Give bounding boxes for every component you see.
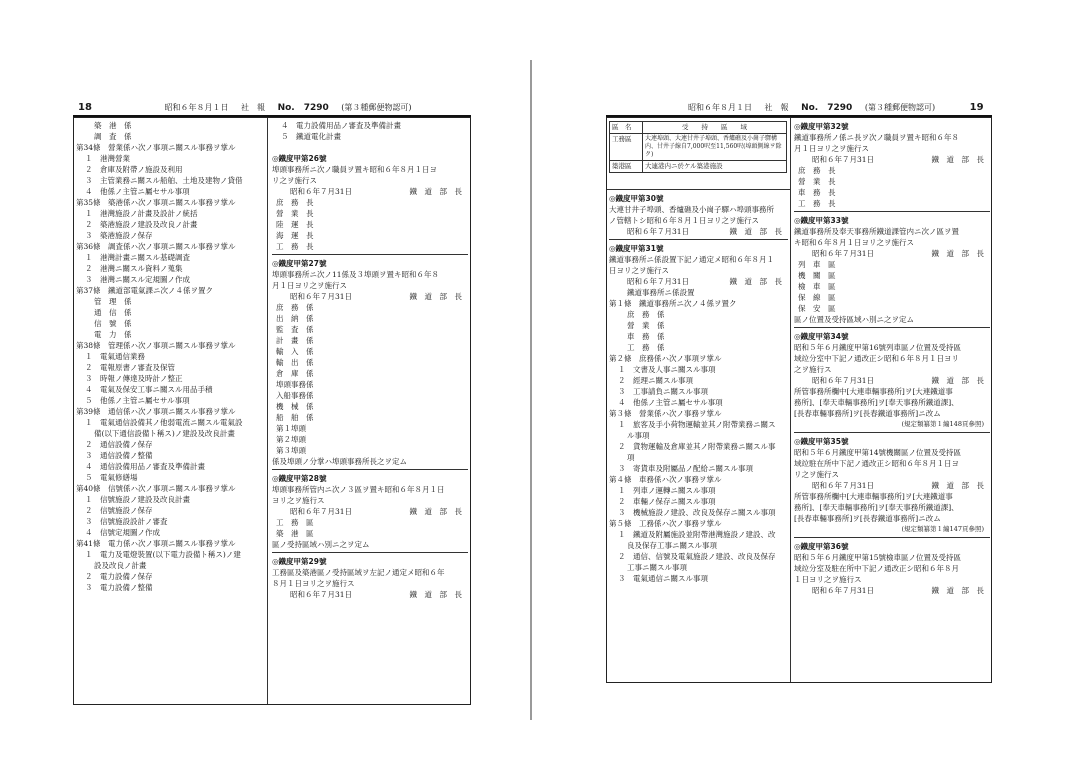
text-line: 輸 出 係 <box>276 358 314 367</box>
signature-line <box>272 589 468 600</box>
text-line: 區ノ受持區域ハ別ニ之ヲ定ム <box>272 540 370 549</box>
text-line: 通 信 係 <box>94 308 132 317</box>
text-line: ８月１日ヨリ之ヲ施行ス <box>272 579 355 588</box>
text-line: 昭和５年６月鐵度甲第14號機關區ノ位置及受持區 <box>794 448 962 457</box>
text-line: ３ 築港施設ノ保存 <box>85 231 153 240</box>
text-line: 調 査 係 <box>94 132 132 141</box>
signature-date: 昭和６年７月31日 <box>290 292 353 301</box>
text-line: ３ 電氣通信ニ關スル事項 <box>618 574 708 583</box>
signature-line <box>794 375 990 386</box>
left-page-column-1 <box>76 120 265 703</box>
signature-line <box>272 186 468 197</box>
text-line: 第34條 營業係ハ次ノ事項ニ關スル事務ヲ掌ル <box>76 143 236 152</box>
notice-heading: ◎ 鐵度甲第27號 <box>272 258 468 269</box>
text-line: 營 業 長 <box>276 209 314 218</box>
area-table-cell: 工務區 <box>610 134 643 161</box>
right-column-separator <box>790 118 791 682</box>
text-line: 月１日ヨリ之ヲ施行ス <box>272 281 347 290</box>
text-line: ヨリ之ヲ施行ス <box>272 496 325 505</box>
text-line: ２ 電力設備ノ保存 <box>85 572 153 581</box>
text-line: 埠頭事務所管内ニ次ノ３區ヲ置キ昭和６年８月１日 <box>272 485 445 494</box>
right-page-column-1 <box>609 193 788 681</box>
text-line: 埠頭事務係 <box>276 380 314 389</box>
text-line: １ 電氣通信業務 <box>85 352 145 361</box>
text-line: 築 港 係 <box>94 121 132 130</box>
text-line: 月１日ヨリ之ヲ施行ス <box>794 144 869 153</box>
text-line: １ 文書及人事ニ關スル事項 <box>618 365 716 374</box>
text-line: 第１條 鐵道事務所ニ次ノ４係ヲ置ク <box>609 299 737 308</box>
text-line: 鐵道事務所及奉天事務所鐵道課管内ニ次ノ區ヲ置 <box>794 227 959 236</box>
text-line: ２ 通信、信號及電氣施設ノ建設、改良及保存 <box>618 552 776 561</box>
text-line: ３ 電力設備ノ整備 <box>85 583 153 592</box>
area-table <box>609 121 787 173</box>
text-line: １ 港灣計畫ニ關スル基礎調査 <box>85 253 190 262</box>
text-line: 第35條 築港係ハ次ノ事項ニ關スル事務ヲ掌ル <box>76 198 236 207</box>
text-line: 係及埠頭ノ分掌ハ埠頭事務所長之ヲ定ム <box>272 457 407 466</box>
text-line: ５ 電氣修繕場 <box>85 473 138 482</box>
notice-heading: ◎ 鐵度甲第29號 <box>272 556 468 567</box>
text-line: ３ 機械施設ノ建設、改良及保存ニ關スル事項 <box>618 508 776 517</box>
signature-date: 昭和６年７月31日 <box>290 187 353 196</box>
section-separator <box>794 327 990 328</box>
text-line: 埠頭事務所ニ次ノ11係及３埠頭ヲ置キ昭和６年８ <box>272 270 440 279</box>
text-line: 海 運 長 <box>276 231 314 240</box>
signature-line <box>794 480 990 491</box>
text-line: 第36條 調査係ハ次ノ事項ニ關スル事務ヲ掌ル <box>76 242 236 251</box>
text-line: ３ 港灣ニ關スル定規圖ノ作成 <box>85 275 190 284</box>
signature-date: 昭和６年７月31日 <box>290 507 353 516</box>
text-line: 輸 入 係 <box>276 347 314 356</box>
text-line: 保 線 區 <box>798 293 836 302</box>
text-line: リ之ヲ施行ス <box>794 470 839 479</box>
text-line: 昭和５年６月鐵度甲第16號列車區ノ位置及受持區 <box>794 343 962 352</box>
text-line: 第３條 營業係ハ次ノ事務ヲ掌ル <box>609 409 722 418</box>
text-line: 工 務 長 <box>276 242 314 251</box>
signature-line <box>272 506 468 517</box>
signature-line <box>272 291 468 302</box>
right-page-number: 19 <box>969 102 984 113</box>
signature-issuer: 鐵 道 部 長 <box>931 155 984 164</box>
text-line: 計 畫 係 <box>276 336 314 345</box>
page-gutter <box>530 60 532 720</box>
text-line: 第４條 車務係ハ次ノ事務ヲ掌ル <box>609 475 722 484</box>
text-line: 營 業 長 <box>798 177 836 186</box>
area-table-cell: 築港區 <box>610 161 643 173</box>
text-line: ３ 寄貨車及附屬品ノ配給ニ關スル事項 <box>618 464 753 473</box>
notice-heading: ◎ 鐵度甲第36號 <box>794 541 990 552</box>
text-line: ５ 鐵道電化計畫 <box>281 132 341 141</box>
section-separator <box>609 239 788 240</box>
signature-line <box>794 154 990 165</box>
right-page-header <box>688 101 990 115</box>
text-line: 工 務 長 <box>798 199 836 208</box>
notice-heading: ◎ 鐵度甲第26號 <box>272 153 468 164</box>
text-line: 第39條 通信係ハ次ノ事項ニ關スル事務ヲ掌ル <box>76 407 236 416</box>
text-line: ２ 電報原書ノ審査及保管 <box>85 363 175 372</box>
text-line: 列 車 區 <box>798 260 836 269</box>
text-line: リ之ヲ施行ス <box>272 176 317 185</box>
text-line: 車 務 係 <box>627 332 665 341</box>
left-page-number: 18 <box>78 102 92 113</box>
text-line: 第１埠頭 <box>276 424 306 433</box>
text-line: 倉 庫 係 <box>276 369 314 378</box>
text-line: ３ 工事請負ニ關スル事項 <box>618 387 708 396</box>
text-line: ル事項 <box>627 431 650 440</box>
text-line: 第２埠頭 <box>276 435 306 444</box>
signature-issuer: 鐵 道 部 長 <box>931 481 984 490</box>
text-line: 大連甘井子埠頭、香爐礁及小崗子驛ハ埠頭事務所 <box>609 205 774 214</box>
text-line: [長春車輛事務所]ヲ[長春鐵道事務所]ニ改ム <box>794 514 941 523</box>
text-line: ４ 電力設備用品ノ審査及準備計畫 <box>281 121 401 130</box>
text-line: ノ管轄トシ昭和６年８月１日ヨリ之ヲ施行ス <box>609 216 759 225</box>
notice-heading: ◎ 鐵度甲第30號 <box>609 193 788 204</box>
text-line: 所管事務所欄中[大連車輛事務所]ヲ[大連鐵道事 <box>794 387 953 396</box>
text-line: 第40條 信號係ハ次ノ事項ニ關スル事務ヲ掌ル <box>76 484 236 493</box>
area-table-cell: 大連港内ニ於ケル築港施設 <box>643 161 787 173</box>
text-line: ２ 通信設備ノ保存 <box>85 440 153 449</box>
blank-line <box>272 142 468 153</box>
signature-line <box>794 248 990 259</box>
text-line: 機 械 係 <box>276 402 314 411</box>
text-line: １ 列車ノ運轉ニ關スル事項 <box>618 486 716 495</box>
text-line: 工 務 區 <box>276 518 314 527</box>
text-line: ２ 車輛ノ保存ニ關スル事項 <box>618 497 716 506</box>
reference-note: (規定類纂第１編147頁參照) <box>901 525 984 533</box>
signature-line <box>609 226 788 237</box>
signature-issuer: 鐵 道 部 長 <box>931 249 984 258</box>
left-page-header <box>78 101 450 115</box>
text-line: １ 港灣營業 <box>85 154 130 163</box>
text-line: 所管事務所欄中[大連車輛事務所]ヲ[大連鐵道事 <box>794 492 953 501</box>
text-line: ３ 主管業務ニ關スル船舶、土地及建物ノ貸借 <box>85 176 243 185</box>
signature-issuer: 鐵 道 部 長 <box>409 507 462 516</box>
text-line: ４ 信號定規圖ノ作成 <box>85 528 160 537</box>
text-line: ４ 通信設備用品ノ審査及準備計畫 <box>85 462 205 471</box>
text-line: 電 力 係 <box>94 330 132 339</box>
text-line: 鐵道事務所ノ係ニ長ヲ次ノ職員ヲ置キ昭和６年８ <box>794 133 959 142</box>
area-table-row <box>610 161 787 173</box>
text-line: 日ヨリ之ヲ施行ス <box>609 266 669 275</box>
notice-heading: ◎ 鐵度甲第33號 <box>794 215 990 226</box>
table-separator <box>607 189 790 190</box>
text-line: 營 業 係 <box>627 321 665 330</box>
signature-line <box>609 276 788 287</box>
text-line: 第38條 管理係ハ次ノ事項ニ關スル事務ヲ掌ル <box>76 341 236 350</box>
text-line: １ 電氣通信設備其ノ他弱電流ニ關スル電氣設 <box>85 418 243 427</box>
text-line: 機 關 區 <box>798 271 836 280</box>
text-line: 鐵道事務所ニ係設置 <box>627 288 695 297</box>
left-page-column-2 <box>272 120 468 703</box>
text-line: 鐵道事務所ニ係設置下記ノ通定メ昭和６年８月１ <box>609 255 774 264</box>
text-line: ２ 築港施設ノ建設及改良ノ計畫 <box>85 220 198 229</box>
text-line: 入船事務係 <box>276 391 314 400</box>
text-line: 工 務 係 <box>627 343 665 352</box>
signature-date: 昭和６年７月31日 <box>812 481 875 490</box>
text-line: 域竝分室及駐在所中下記ノ通改正シ昭和６年８月 <box>794 564 959 573</box>
text-line: ３ 時報ノ傳達及時計ノ整正 <box>85 374 183 383</box>
text-line: [長春車輛事務所]ヲ[長春鐵道事務所]ニ改ム <box>794 409 941 418</box>
text-line: 工事ニ關スル事項 <box>627 563 687 572</box>
section-separator <box>794 211 990 212</box>
left-header-issue: No. 7290 <box>277 103 329 113</box>
signature-issuer: 鐵 道 部 長 <box>409 292 462 301</box>
text-line: 工務區及築港區ノ受持區域ヲ左記ノ通定メ昭和６年 <box>272 568 445 577</box>
section-separator <box>794 537 990 538</box>
text-line: 庶 務 長 <box>798 166 836 175</box>
notice-heading: ◎ 鐵度甲第34號 <box>794 331 990 342</box>
notice-heading: ◎ 鐵度甲第35號 <box>794 436 990 447</box>
text-line: ３ 通信設備ノ整備 <box>85 451 153 460</box>
area-table-header-row <box>610 122 787 134</box>
signature-date: 昭和６年７月31日 <box>627 277 690 286</box>
text-line: 區ノ位置及受持區域ハ別ニ之ヲ定ム <box>794 315 914 324</box>
text-line: １ 電力及電燈裝置(以下電力設備ト稱ス)ノ建 <box>85 550 241 559</box>
text-line: ２ 港灣ニ關スル資料ノ蒐集 <box>85 264 183 273</box>
text-line: 庶 務 係 <box>276 303 314 312</box>
text-line: ２ 經理ニ關スル事項 <box>618 376 693 385</box>
signature-date: 昭和６年７月31日 <box>812 249 875 258</box>
area-table-header-cell: 受 持 區 域 <box>643 122 787 134</box>
area-table-row <box>610 134 787 161</box>
signature-date: 昭和６年７月31日 <box>290 590 353 599</box>
signature-date: 昭和６年７月31日 <box>812 586 875 595</box>
text-line: 船 舶 係 <box>276 413 314 422</box>
text-line: 務所]、[奉天車輛事務所]ヲ[奉天事務所鐵道課]、 <box>794 503 959 512</box>
signature-issuer: 鐵 道 部 長 <box>729 227 782 236</box>
area-table-header-cell: 區 名 <box>610 122 643 134</box>
text-line: 設及改良ノ計畫 <box>94 561 147 570</box>
text-line: 出 納 係 <box>276 314 314 323</box>
notice-heading: ◎ 鐵度甲第32號 <box>794 121 990 132</box>
text-line: 檢 車 區 <box>798 282 836 291</box>
left-header-date: 昭和６年８月１日 <box>164 103 229 112</box>
text-line: 埠頭事務所ニ次ノ職員ヲ置キ昭和６年８月１日ヨ <box>272 165 437 174</box>
section-separator <box>794 432 990 433</box>
text-line: １ 信號施設ノ建設及改良計畫 <box>85 495 190 504</box>
signature-issuer: 鐵 道 部 長 <box>729 277 782 286</box>
text-line: 良及保存工事ニ關スル事項 <box>627 541 717 550</box>
text-line: ４ 他係ノ主管ニ屬セサル事項 <box>618 398 723 407</box>
text-line: 第３埠頭 <box>276 446 306 455</box>
signature-line <box>794 585 990 596</box>
text-line: 備(以下通信設備ト稱ス)ノ建設及改良計畫 <box>94 429 235 438</box>
text-line: ２ 信號施設ノ保存 <box>85 506 153 515</box>
text-line: 保 安 區 <box>798 304 836 313</box>
text-line: 域竝分室中下記ノ通改正シ昭和６年８月１日ヨリ <box>794 354 959 363</box>
text-line: ３ 信號施設設計ノ審査 <box>85 517 168 526</box>
text-line: １日ヨリ之ヲ施行ス <box>794 575 862 584</box>
notice-heading: ◎ 鐵度甲第28號 <box>272 473 468 484</box>
signature-date: 昭和６年７月31日 <box>812 376 875 385</box>
signature-issuer: 鐵 道 部 長 <box>931 586 984 595</box>
text-line: ２ 貨物運輸及倉庫並其ノ附帶業務ニ關スル事 <box>618 442 776 451</box>
left-header-mark: 社 報 <box>241 103 266 112</box>
section-separator <box>272 552 468 553</box>
reference-note: (規定類纂第１編148頁參照) <box>901 420 984 428</box>
text-line: 項 <box>627 453 635 462</box>
signature-date: 昭和６年７月31日 <box>812 155 875 164</box>
left-header-mail-note: (第３種郵便物認可) <box>341 103 412 112</box>
section-separator <box>272 254 468 255</box>
left-column-separator <box>267 118 268 704</box>
right-page-column-2 <box>794 121 990 681</box>
signature-issuer: 鐵 道 部 長 <box>409 590 462 599</box>
text-line: 監 査 係 <box>276 325 314 334</box>
section-separator <box>272 469 468 470</box>
text-line: 第２條 庶務係ハ次ノ事項ヲ掌ル <box>609 354 722 363</box>
area-table-wrap <box>609 121 787 173</box>
text-line: ２ 倉庫及附帶ノ施設及利用 <box>85 165 183 174</box>
text-line: 昭和５年６月鐵度甲第15號檢車區ノ位置及受持區 <box>794 553 962 562</box>
text-line: 築 港 區 <box>276 529 314 538</box>
notice-heading: ◎ 鐵度甲第31號 <box>609 243 788 254</box>
text-line: 庶 務 係 <box>627 310 665 319</box>
text-line: 庶 務 長 <box>276 198 314 207</box>
text-line: １ 旅客及手小荷物運輸並其ノ附帶業務ニ關ス <box>618 420 776 429</box>
text-line: 第41條 電力係ハ次ノ事項ニ關スル事務ヲ掌ル <box>76 539 236 548</box>
right-header-issue: No. 7290 <box>801 103 853 113</box>
right-header-date: 昭和６年８月１日 <box>688 103 752 112</box>
text-line: 車 務 長 <box>798 188 836 197</box>
text-line: 第５條 工務係ハ次ノ事務ヲ掌ル <box>609 519 722 528</box>
text-line: 務所]、[奉天車輛事務所]ヲ[奉天事務所鐵道課]、 <box>794 398 959 407</box>
text-line: ５ 他係ノ主管ニ屬セサル事項 <box>85 396 190 405</box>
text-line: １ 鐵道及附屬施設並附帶港灣施設ノ建設、改 <box>618 530 776 539</box>
text-line: 管 理 係 <box>94 297 132 306</box>
area-table-cell: 大連埠頭、大連甘井子埠頭、香爐礁及小崗子驛構内、甘井子線自7,000呎至11,560呎(埠頭側線ヲ除ク) <box>643 134 787 161</box>
text-line: 信 號 係 <box>94 319 132 328</box>
signature-issuer: 鐵 道 部 長 <box>931 376 984 385</box>
text-line: キ昭和６年８月１日ヨリ之ヲ施行ス <box>794 238 914 247</box>
text-line: ４ 他係ノ主管ニ屬セサル事項 <box>85 187 190 196</box>
text-line: ４ 電氣及保安工事ニ關スル用品手積 <box>85 385 213 394</box>
text-line: １ 港灣施設ノ計畫及設計ノ統括 <box>85 209 198 218</box>
text-line: 第37條 鐵道部電氣課ニ次ノ４係ヲ置ク <box>76 286 214 295</box>
right-header-mail-note: (第３種郵便物認可) <box>864 103 936 112</box>
signature-date: 昭和６年７月31日 <box>627 227 690 236</box>
text-line: 之ヲ施行ス <box>794 365 832 374</box>
right-header-mark: 社 報 <box>764 103 789 112</box>
signature-issuer: 鐵 道 部 長 <box>409 187 462 196</box>
text-line: 域竝駐在所中下記ノ通改正シ昭和６年８月１日ヨ <box>794 459 959 468</box>
text-line: 陸 運 長 <box>276 220 314 229</box>
